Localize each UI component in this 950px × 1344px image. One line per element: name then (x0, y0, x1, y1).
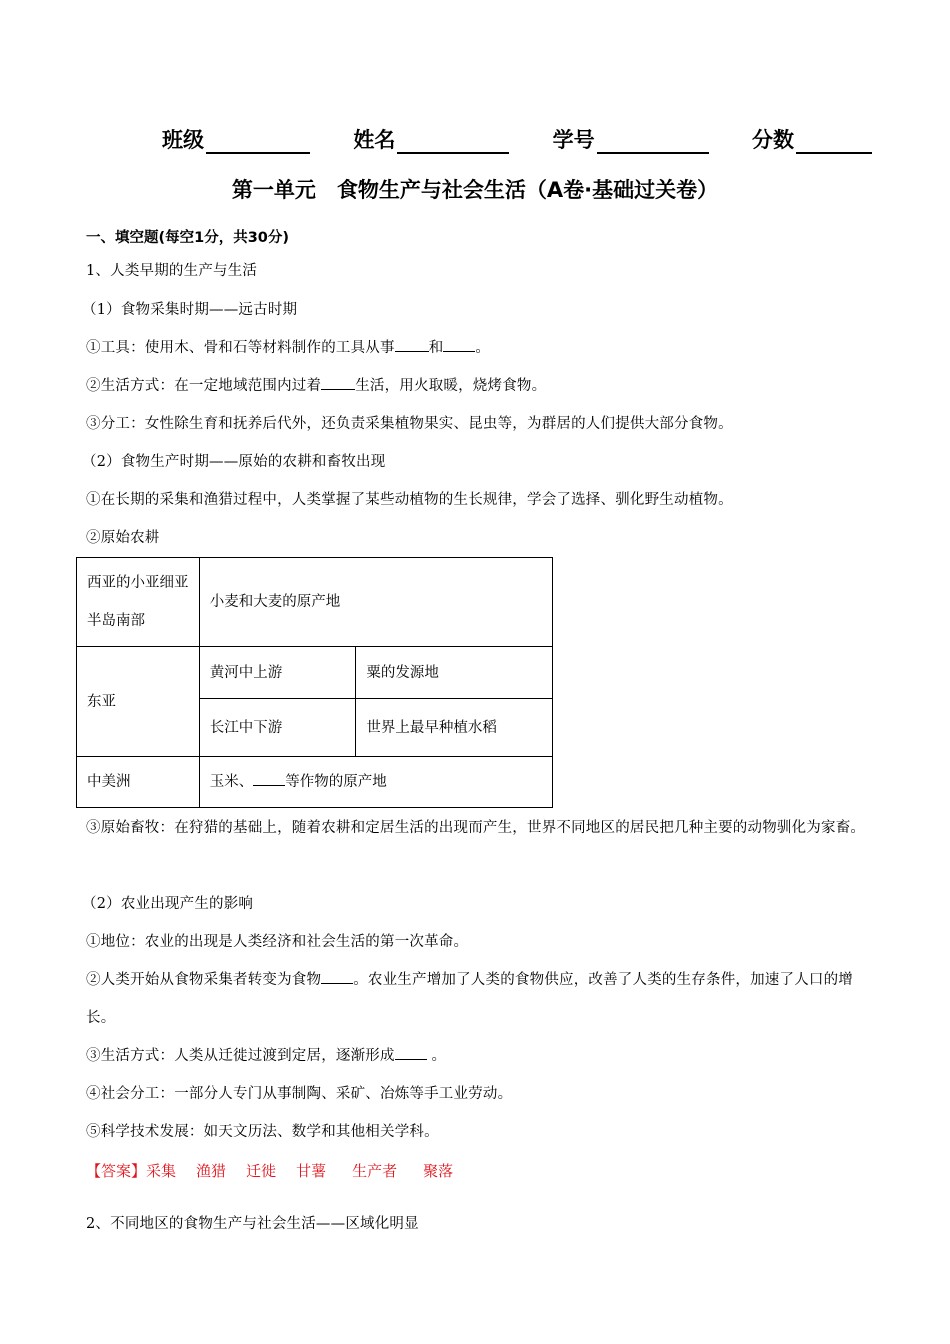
table-row (77, 647, 553, 699)
answer-item: 生产者 (352, 1162, 398, 1180)
class-input-line[interactable] (206, 130, 310, 154)
producer-text-b: 。农业生产增加了人类的食物供应，改善了人类的生存条件，加速了人口的增长。 (86, 972, 853, 1026)
answer-item: 渔猎 (196, 1162, 227, 1180)
student-id-field[interactable] (553, 124, 709, 154)
section-heading-fill-blank: 一、填空题(每空1分，共30分) (86, 230, 290, 246)
herding-paragraph: ③原始畜牧：在狩猎的基础上，随着农耕和定居生活的出现而产生，世界不同地区的居民把几种主要的动物驯化为家畜。 (86, 820, 866, 836)
part-1-title: （1）食物采集时期——远古时期 (82, 302, 298, 318)
student-id-label: 学号 (552, 128, 595, 152)
question-2-title: 2、不同地区的食物生产与社会生活——区域化明显 (86, 1216, 419, 1232)
document-title: 第一单元 食物生产与社会生活（A卷·基础过关卷） (231, 178, 719, 202)
science-line: ⑤科学技术发展：如天文历法、数学和其他相关学科。 (86, 1124, 439, 1140)
region-central-america: 中美洲 (77, 757, 200, 808)
settlement-text-b: 。 (431, 1048, 447, 1064)
settlement-text-a: ③生活方式：人类从迁徙过渡到定居，逐渐形成 (86, 1048, 395, 1064)
region-west-asia: 西亚的小亚细亚半岛南部 (77, 558, 200, 647)
producer-text-a: ②人类开始从食物采集者转变为食物 (86, 972, 322, 988)
answer-item: 甘薯 (296, 1162, 327, 1180)
blank-producer[interactable] (321, 967, 353, 984)
lifestyle-text-b: 生活，用火取暖，烧烤食物。 (355, 378, 547, 394)
name-field[interactable] (353, 124, 509, 154)
lifestyle-line (86, 367, 866, 405)
answer-item: 迁徙 (246, 1162, 277, 1180)
table-row (77, 558, 553, 647)
answer-line (86, 1152, 473, 1190)
blank-gathering[interactable] (395, 335, 429, 352)
score-label: 分数 (751, 128, 794, 152)
name-input-line[interactable] (397, 130, 509, 154)
blank-settlement[interactable] (395, 1043, 427, 1060)
desc-millet: 粟的发源地 (356, 647, 553, 699)
desc-rice: 世界上最早种植水稻 (356, 699, 553, 757)
part-2-title: （2）食物生产时期——原始的农耕和畜牧出现 (82, 454, 386, 470)
student-info-fields (162, 124, 872, 154)
score-field[interactable] (752, 124, 872, 154)
student-id-input-line[interactable] (597, 130, 709, 154)
desc-maize (199, 757, 552, 808)
answer-label: 【答案】 (86, 1162, 147, 1180)
name-label: 姓名 (353, 128, 396, 152)
subregion-yellow-river: 黄河中上游 (199, 647, 356, 699)
part-3-title: （2）农业出现产生的影响 (82, 896, 254, 912)
region-east-asia: 东亚 (77, 647, 200, 757)
class-field[interactable] (162, 124, 310, 154)
answer-item: 采集 (146, 1162, 177, 1180)
table-row (77, 757, 553, 808)
tools-text-b: 和 (428, 340, 444, 356)
score-input-line[interactable] (796, 130, 872, 154)
tools-text-a: ①工具：使用木、骨和石等材料制作的工具从事 (86, 340, 395, 356)
tools-line (86, 329, 866, 367)
question-1-title: 1、人类早期的生产与生活 (86, 263, 258, 279)
producer-paragraph (86, 961, 868, 1037)
tools-text-c: 。 (475, 340, 491, 356)
blank-fishing-hunting[interactable] (443, 335, 475, 352)
lifestyle-text-a: ②生活方式：在一定地域范围内过着 (86, 378, 322, 394)
blank-migration[interactable] (321, 373, 355, 390)
subregion-yangtze-river: 长江中下游 (199, 699, 356, 757)
desc-wheat-barley: 小麦和大麦的原产地 (199, 558, 552, 647)
domestication-line: ①在长期的采集和渔猎过程中，人类掌握了某些动植物的生长规律，学会了选择、驯化野生动植物。 (86, 492, 733, 508)
status-line: ①地位：农业的出现是人类经济和社会生活的第一次革命。 (86, 934, 469, 950)
division-line: ③分工：女性除生育和抚养后代外，还负责采集植物果实、昆虫等，为群居的人们提供大部分食物。 (86, 416, 733, 432)
crop-origin-table (76, 557, 553, 808)
settlement-line (86, 1037, 866, 1075)
labor-division-line: ④社会分工：一部分人专门从事制陶、采矿、冶炼等手工业劳动。 (86, 1086, 513, 1102)
class-label: 班级 (162, 128, 204, 152)
blank-sweet-potato[interactable] (253, 769, 285, 786)
answer-item: 聚落 (423, 1162, 454, 1180)
maize-text-a: 玉米、 (209, 774, 254, 790)
maize-text-b: 等作物的原产地 (285, 774, 387, 790)
primitive-farming-label: ②原始农耕 (86, 530, 160, 546)
